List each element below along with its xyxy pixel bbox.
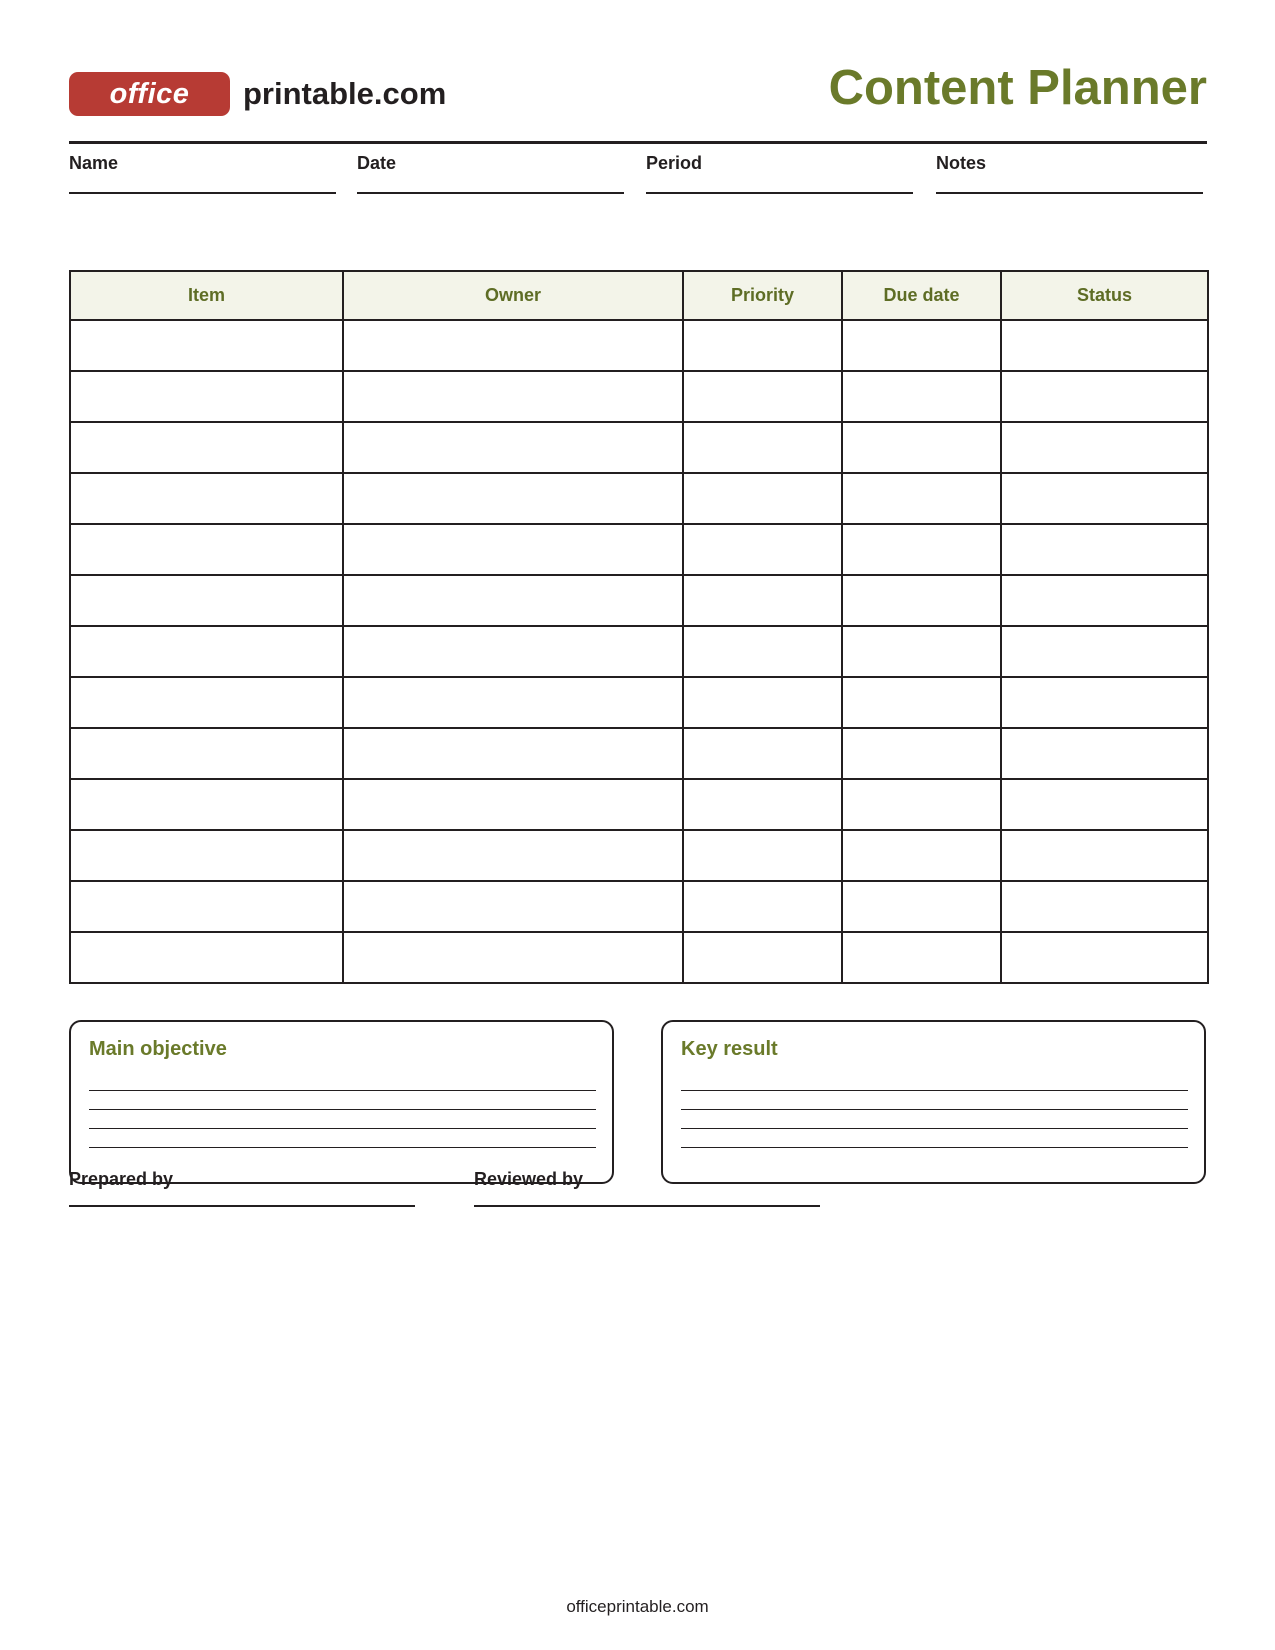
status-cell[interactable] [1001,881,1208,932]
writing-line [89,1147,596,1148]
status-cell[interactable] [1001,677,1208,728]
due-date-cell[interactable] [842,371,1001,422]
priority-cell[interactable] [683,830,842,881]
due-date-cell[interactable] [842,422,1001,473]
table-row [70,881,1208,932]
writing-line [89,1128,596,1129]
table-row [70,320,1208,371]
writing-line [681,1128,1188,1129]
table-body [70,320,1208,983]
due-date-cell[interactable] [842,524,1001,575]
due-date-cell[interactable] [842,626,1001,677]
planner-table [69,270,1209,984]
item-cell[interactable] [70,728,343,779]
name-field-label: Name [69,153,119,173]
table-header-row [70,271,1208,320]
item-cell[interactable] [70,626,343,677]
table-row [70,830,1208,881]
priority-cell[interactable] [683,575,842,626]
status-cell[interactable] [1001,320,1208,371]
date-field-label: Date [357,153,397,173]
date-field[interactable] [357,150,624,194]
status-cell[interactable] [1001,422,1208,473]
item-cell[interactable] [70,524,343,575]
table-row [70,422,1208,473]
table-row [70,677,1208,728]
due-date-cell[interactable] [842,575,1001,626]
column-header-item: Item [70,271,343,320]
prepared-by-label: Prepared by [69,1169,174,1189]
brand-logo-domain: printable.com [243,76,447,111]
priority-cell[interactable] [683,728,842,779]
priority-cell[interactable] [683,524,842,575]
item-cell[interactable] [70,422,343,473]
priority-cell[interactable] [683,932,842,983]
item-cell[interactable] [70,320,343,371]
table-row [70,575,1208,626]
owner-cell[interactable] [343,575,683,626]
owner-cell[interactable] [343,473,683,524]
owner-cell[interactable] [343,371,683,422]
priority-cell[interactable] [683,677,842,728]
status-cell[interactable] [1001,473,1208,524]
status-cell[interactable] [1001,575,1208,626]
period-field-label: Period [646,153,703,173]
owner-cell[interactable] [343,728,683,779]
notes-field[interactable] [936,150,1203,194]
period-field[interactable] [646,150,913,194]
page-title: Content Planner [828,61,1207,115]
status-cell[interactable] [1001,830,1208,881]
owner-cell[interactable] [343,626,683,677]
column-header-priority: Priority [683,271,842,320]
key-result-title: Key result [681,1038,778,1060]
name-field[interactable] [69,150,336,194]
table-row [70,779,1208,830]
writing-line [89,1090,596,1091]
owner-cell[interactable] [343,320,683,371]
due-date-cell[interactable] [842,779,1001,830]
item-cell[interactable] [70,575,343,626]
due-date-cell[interactable] [842,320,1001,371]
owner-cell[interactable] [343,524,683,575]
item-cell[interactable] [70,677,343,728]
owner-cell[interactable] [343,422,683,473]
reviewed-by-line[interactable] [474,1205,820,1207]
writing-line [681,1109,1188,1110]
main-objective-box[interactable] [69,1020,614,1184]
priority-cell[interactable] [683,779,842,830]
column-header-owner: Owner [343,271,683,320]
status-cell[interactable] [1001,728,1208,779]
due-date-cell[interactable] [842,830,1001,881]
table-row [70,524,1208,575]
main-objective-title: Main objective [89,1038,227,1060]
item-cell[interactable] [70,830,343,881]
priority-cell[interactable] [683,371,842,422]
notes-field-label: Notes [936,153,987,173]
column-header-due-date: Due date [842,271,1001,320]
table-row [70,728,1208,779]
table-row [70,932,1208,983]
status-cell[interactable] [1001,779,1208,830]
due-date-cell[interactable] [842,932,1001,983]
table-row [70,473,1208,524]
status-cell[interactable] [1001,932,1208,983]
priority-cell[interactable] [683,473,842,524]
item-cell[interactable] [70,371,343,422]
priority-cell[interactable] [683,626,842,677]
owner-cell[interactable] [343,677,683,728]
item-cell[interactable] [70,881,343,932]
table-row [70,626,1208,677]
writing-line [681,1090,1188,1091]
priority-cell[interactable] [683,881,842,932]
due-date-cell[interactable] [842,677,1001,728]
status-cell[interactable] [1001,371,1208,422]
item-cell[interactable] [70,779,343,830]
item-cell[interactable] [70,932,343,983]
writing-line [89,1109,596,1110]
table-row [70,371,1208,422]
status-cell[interactable] [1001,524,1208,575]
reviewed-by-label: Reviewed by [474,1169,584,1189]
key-result-box[interactable] [661,1020,1206,1184]
column-header-status: Status [1001,271,1208,320]
priority-cell[interactable] [683,320,842,371]
brand-logo-badge: office [69,72,230,116]
header-divider [69,141,1207,144]
footer-url: officeprintable.com [566,1597,709,1616]
prepared-by-line[interactable] [69,1205,415,1207]
owner-cell[interactable] [343,779,683,830]
due-date-cell[interactable] [842,728,1001,779]
due-date-cell[interactable] [842,473,1001,524]
writing-line [681,1147,1188,1148]
owner-cell[interactable] [343,932,683,983]
item-cell[interactable] [70,473,343,524]
owner-cell[interactable] [343,881,683,932]
owner-cell[interactable] [343,830,683,881]
priority-cell[interactable] [683,422,842,473]
status-cell[interactable] [1001,626,1208,677]
due-date-cell[interactable] [842,881,1001,932]
